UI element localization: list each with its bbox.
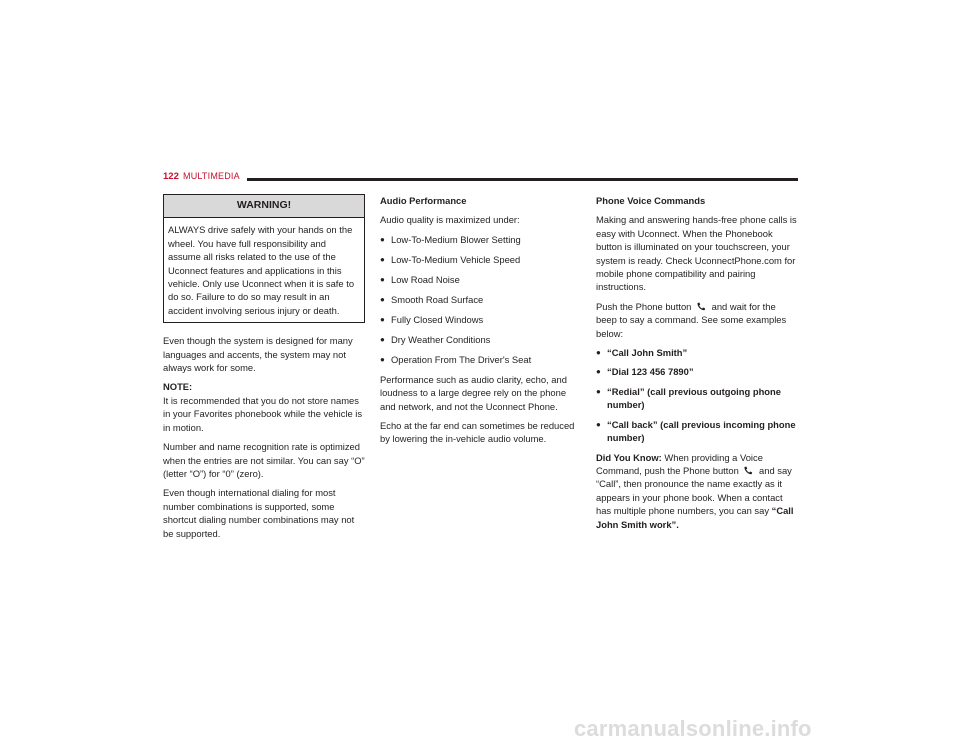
list-item: ● “Call back” (call previous incoming phone number) <box>596 418 799 445</box>
audio-intro: Audio quality is maximized under: <box>380 214 520 226</box>
warning-title: WARNING! <box>164 195 364 218</box>
list-item: ● Operation From The Driver's Seat <box>380 353 582 366</box>
did-you-know-label: Did You Know: <box>596 451 662 463</box>
watermark: carmanualsonline.info <box>574 716 812 741</box>
phone-icon <box>696 302 707 311</box>
list-item: ● Low-To-Medium Blower Setting <box>380 233 582 246</box>
push-text-b: and wait for the beep to say a command. See some examples below: <box>596 300 787 339</box>
paragraph-performance: Performance such as audio clarity, echo, and loudness to a large degree rely on the phone and network, and not the Uconnect Phone. <box>380 373 567 412</box>
did-you-know <box>596 451 799 531</box>
phone-icon <box>743 466 754 475</box>
list-item: ● Dry Weather Conditions <box>380 333 582 346</box>
paragraph-languages: Even though the system is designed for many languages and accents, the system may not always work for some. <box>163 335 353 374</box>
paragraph-echo: Echo at the far end can sometimes be reduced by lowering the in-vehicle audio volume. <box>380 420 575 445</box>
column-middle <box>380 194 582 452</box>
page-number: 122 <box>163 171 179 182</box>
paragraph-recognition: Number and name recognition rate is optimized when the entries are not similar. You can say “O” (letter “O”) for “0” (zero). <box>163 441 365 479</box>
note-label: NOTE: <box>163 381 193 393</box>
note <box>163 380 365 434</box>
paragraph-international: Even though international dialing for most number combinations is supported, some shortcut dialing number combinations may not be supported. <box>163 487 355 539</box>
section-title: MULTIMEDIA <box>183 171 240 181</box>
audio-conditions-list <box>380 233 582 366</box>
dyk-text-b: and say “Call”, then pronounce the name exactly as it appears in your phone book. When a contact has multiple phone numbers, you can say <box>596 464 792 517</box>
audio-performance-heading: Audio Performance <box>380 195 467 206</box>
dyk-text-a: When providing a Voice Command, push the Phone button <box>596 451 763 476</box>
dyk-example: “Call John Smith work”. <box>596 505 794 530</box>
paragraph-push-phone <box>596 300 799 340</box>
page-header <box>163 171 798 185</box>
column-right <box>596 194 799 537</box>
note-text: It is recommended that you do not store names in your Favorites phonebook while the vehicle is in motion. <box>163 394 363 433</box>
push-text-a: Push the Phone button <box>596 300 692 312</box>
warning-body: ALWAYS drive safely with your hands on the wheel. You have full responsibility and assume all risks related to the use of the Uconnect features and applications in this vehicle. Only use Uconnect when it is safe to do so. Failure to do so may result in an accident involving serious injury or death. <box>168 224 355 316</box>
list-item: ● Low-To-Medium Vehicle Speed <box>380 253 582 266</box>
list-item: ● Smooth Road Surface <box>380 293 582 306</box>
list-item: ● “Call John Smith” <box>596 346 799 359</box>
paragraph-hands-free: Making and answering hands-free phone calls is easy with Uconnect. When the Phonebook button is illuminated on your touchscreen, your system is ready. Check UconnectPhone.com for mobile phone compatibility and pairing instructions. <box>596 214 797 293</box>
phone-voice-commands-heading: Phone Voice Commands <box>596 195 706 206</box>
voice-command-examples <box>596 346 799 444</box>
list-item: ● “Dial 123 456 7890” <box>596 365 799 378</box>
header-rule <box>247 178 798 181</box>
list-item: ● “Redial” (call previous outgoing phone number) <box>596 385 799 412</box>
column-left <box>163 194 365 546</box>
list-item: ● Fully Closed Windows <box>380 313 582 326</box>
warning-box <box>163 194 365 323</box>
list-item: ● Low Road Noise <box>380 273 582 286</box>
